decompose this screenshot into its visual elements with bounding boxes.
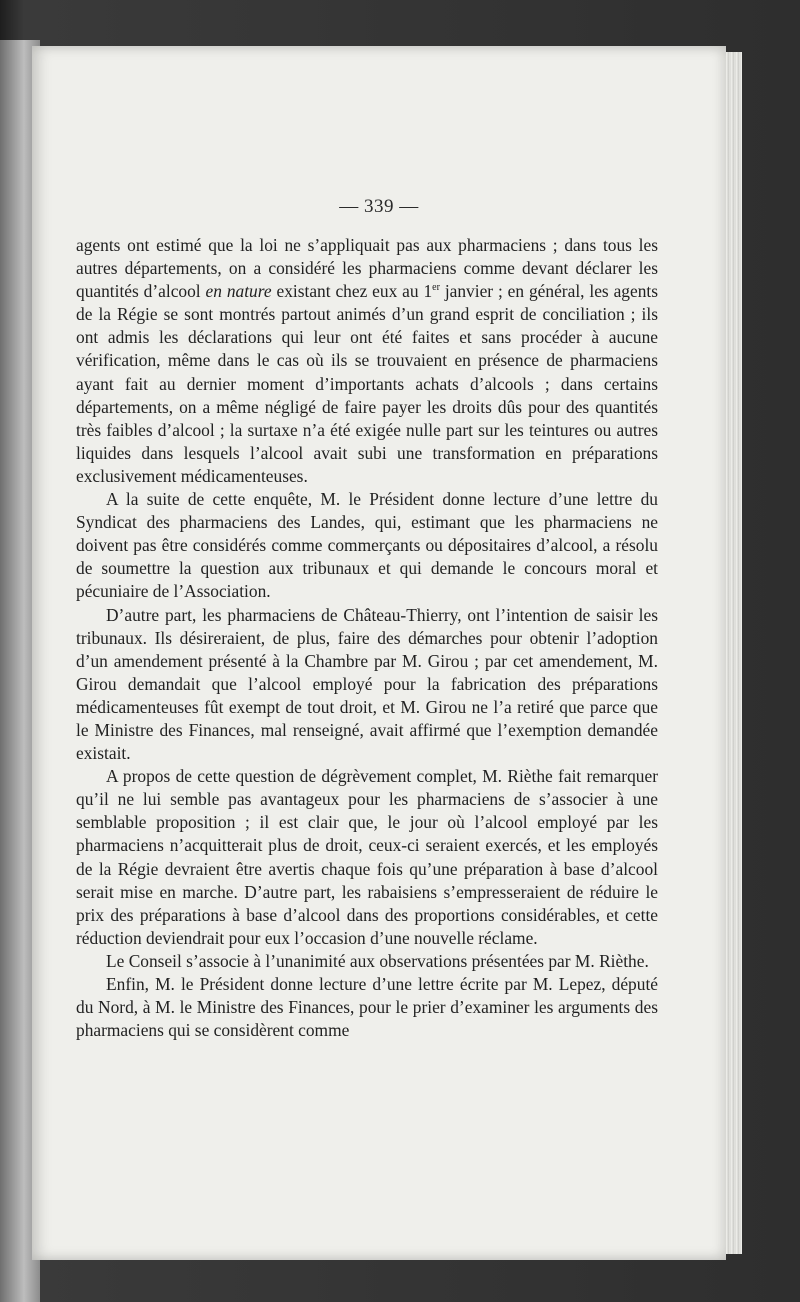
superscript-er: er	[432, 282, 440, 294]
paragraph-1-text-c: janvier ; en général, les agents de la Régie se sont montrés partout animés d’un grand esprit de conciliation ; ils ont admis les déclarations qui leur ont été faites et sans procéder à aucune vérification, même dans le cas où ils se trouvaient en présence de pharmaciens ayant fait au dernier moment d’importants achats d’alcools ; dans certains départements, on a même négligé de faire payer les droits dûs pour des quantités très faibles d’alcool ; la surtaxe n’a été exigée nulle part sur les teintures ou autres liquides dans lesquels l’alcool avait subi une transformation en préparations exclusivement médicamenteuses.	[76, 281, 658, 486]
italic-phrase: en nature	[205, 281, 272, 302]
page-number: — 339 —	[339, 196, 419, 217]
paragraph-3: D’autre part, les pharmaciens de Château-Thierry, ont l’intention de saisir les tribunaux. Ils désireraient, de plus, faire des démarches pour obtenir l’adoption d’un amendement présenté à la Chambre par M. Girou ; par cet amendement, M. Girou demandait que l’alcool employé pour la fabrication des préparations médicamenteuses fût exempt de tout droit, et M. Girou ne l’a retiré que parce que le Ministre des Finances, mal renseigné, avait affirmé que l’exemption demandée existait.	[76, 604, 658, 764]
page-body	[76, 234, 658, 1042]
paragraph-2: A la suite de cette enquête, M. le Président donne lecture d’une lettre du Syndicat des pharmaciens des Landes, qui, estimant que les pharmaciens ne doivent pas être considérés comme commerçants ou dépositaires d’alcool, a résolu de soumettre la question aux tribunaux et qui demande le concours moral et pécuniaire de l’Association.	[76, 489, 658, 602]
paragraph-1	[76, 234, 658, 488]
paragraph-4: A propos de cette question de dégrèvement complet, M. Rièthe fait remarquer qu’il ne lui semble pas avantageux pour les pharmaciens de s’associer à une semblable proposition ; il est clair que, le jour où l’alcool employé par les pharmaciens n’acquitterait plus de droit, ceux-ci seraient exercés, et les employés de la Régie devraient être avertis chaque fois qu’une préparation à base d’alcool serait mise en marche. D’autre part, les rabaisiens s’empresseraient de réduire le prix des préparations à base d’alcool dans des proportions considérables, et cette réduction deviendrait pour eux l’occasion d’une nouvelle réclame.	[76, 766, 658, 948]
paragraph-1-text-a: agents ont estimé que la loi ne s’appliquait pas aux pharmaciens ; dans tous les autres départements, on a considéré les pharmaciens comme devant déclarer les quantités d’alcool	[76, 235, 658, 302]
paragraph-6: Enfin, M. le Président donne lecture d’une lettre écrite par M. Lepez, député du Nord, à M. le Ministre des Finances, pour le prier d’examiner les arguments des pharmaciens qui se considèrent comme	[76, 974, 658, 1041]
paragraph-5: Le Conseil s’associe à l’unanimité aux observations présentées par M. Rièthe.	[106, 950, 649, 971]
book-page	[32, 46, 726, 1260]
paragraph-1-text-b: existant chez eux au 1	[271, 281, 433, 302]
